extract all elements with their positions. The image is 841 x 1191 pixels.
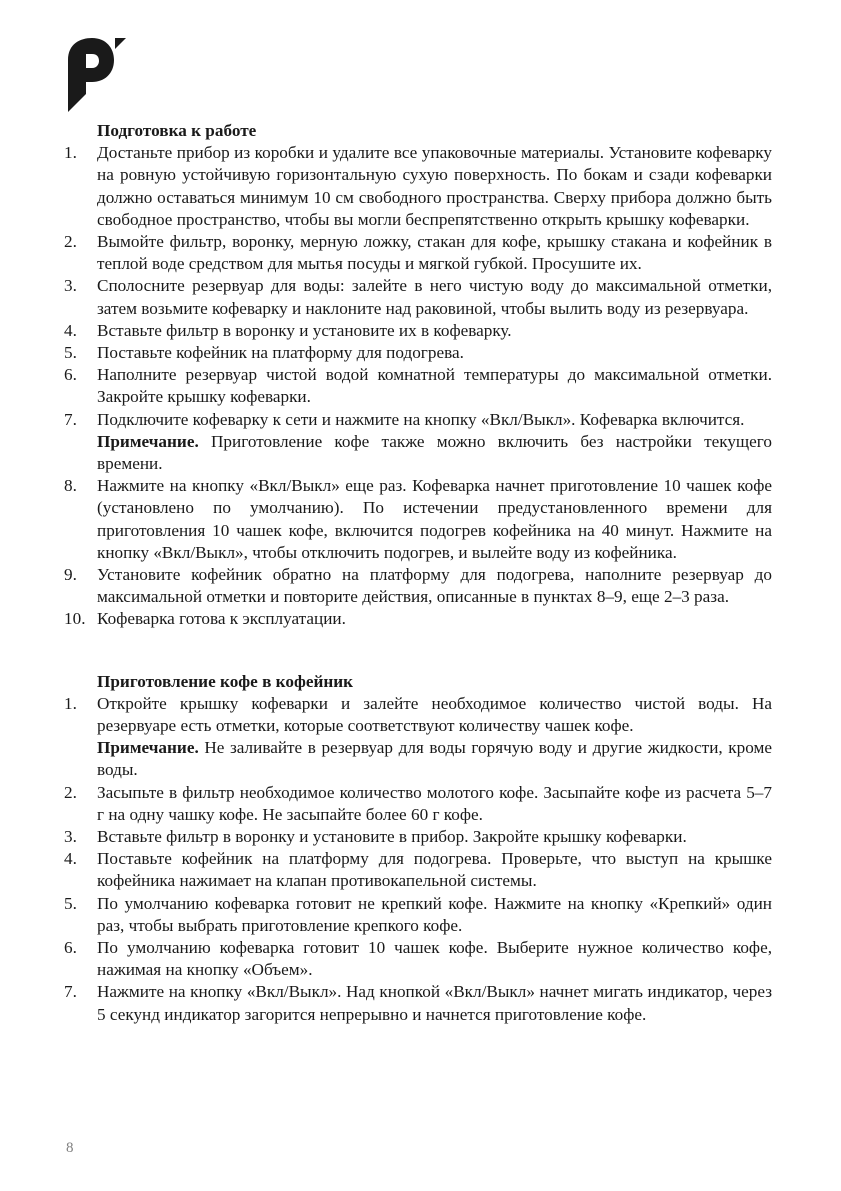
item-number: 8. [64, 476, 77, 496]
brand-p-logo-icon [66, 34, 128, 114]
item-text: Поставьте кофейник на платформу для подогрева. [97, 343, 464, 363]
list-item [64, 848, 772, 892]
item-text: Вставьте фильтр в воронку и установите их в кофеварку. [97, 320, 512, 340]
item-number: 3. [64, 276, 77, 296]
list-item [64, 893, 772, 937]
document-body [64, 120, 772, 1026]
list-item [64, 409, 772, 476]
item-text: Нажмите на кнопку «Вкл/Выкл» еще раз. Кофеварка начнет приготовление 10 чашек кофе (установлено по умолчанию). По истечении предустановленного времени для приготовления 10 чашек кофе, включится подогрев кофейника на 40 минут. Нажмите на кнопку «Вкл/Выкл», чтобы отключить подогрев, и вылейте воду из кофейника. [97, 476, 772, 562]
list-item [64, 364, 772, 408]
item-text: Достаньте прибор из коробки и удалите все упаковочные материалы. Установите кофеварку на ровную устойчивую горизонтальную сухую поверхность. По бокам и сзади кофеварки должно оставаться минимум 10 см свободного пространства. Сверху прибора должно быть свободное пространство, чтобы вы могли беспрепятственно открыть крышку кофеварки. [97, 143, 772, 229]
item-number: 7. [64, 409, 77, 429]
item-number: 10. [64, 609, 86, 629]
item-number: 2. [64, 782, 77, 802]
list-item [64, 320, 772, 342]
note [97, 737, 772, 781]
item-text: Нажмите на кнопку «Вкл/Выкл». Над кнопкой «Вкл/Выкл» начнет мигать индикатор, через 5 секунд индикатор загорится непрерывно и начнется приготовление кофе. [97, 982, 772, 1024]
item-text: Кофеварка готова к эксплуатации. [97, 609, 346, 629]
item-number: 4. [64, 849, 77, 869]
list-item [64, 275, 772, 319]
note-text: Приготовление кофе также можно включить без настройки текущего времени. [97, 431, 772, 474]
item-text: Вымойте фильтр, воронку, мерную ложку, стакан для кофе, крышку стакана и кофейник в теплой воде средством для мытья посуды и мягкой губкой. Просушите их. [97, 232, 772, 274]
item-text: По умолчанию кофеварка готовит 10 чашек кофе. Выберите нужное количество кофе, нажимая на кнопку «Объем». [97, 938, 772, 980]
item-number: 3. [64, 827, 77, 847]
list-item [64, 937, 772, 981]
item-number: 6. [64, 938, 77, 958]
item-number: 1. [64, 693, 77, 713]
list-item [64, 342, 772, 364]
item-number: 4. [64, 320, 77, 340]
item-number: 1. [64, 143, 77, 163]
item-number: 7. [64, 982, 77, 1002]
item-text: Поставьте кофейник на платформу для подогрева. Проверьте, что выступ на крышке кофейника нажимает на клапан противокапельной системы. [97, 849, 772, 891]
list-item [64, 608, 772, 630]
list-item [64, 693, 772, 782]
item-number: 6. [64, 365, 77, 385]
section-title: Приготовление кофе в кофейник [97, 671, 354, 691]
section-brewing [64, 671, 772, 1026]
list-item [64, 231, 772, 275]
note [97, 431, 772, 475]
item-number: 5. [64, 343, 77, 363]
item-text: Откройте крышку кофеварки и залейте необходимое количество чистой воды. На резервуаре есть отметки, которые соответствуют количеству чашек кофе. [97, 693, 772, 736]
page-number: 8 [66, 1140, 74, 1156]
list-item [64, 981, 772, 1025]
item-text: Подключите кофеварку к сети и нажмите на кнопку «Вкл/Выкл». Кофеварка включится. [97, 409, 745, 429]
section-title: Подготовка к работе [97, 121, 257, 140]
item-number: 2. [64, 232, 77, 251]
item-text: Сполосните резервуар для воды: залейте в него чистую воду до максимальной отметки, затем возьмите кофеварку и наклоните над раковиной, чтобы вылить воду из резервуара. [97, 276, 772, 318]
item-text: Вставьте фильтр в воронку и установите в прибор. Закройте крышку кофеварки. [97, 827, 687, 847]
item-text: Засыпьте в фильтр необходимое количество молотого кофе. Засыпайте кофе из расчета 5–7 г на одну чашку кофе. Не засыпайте более 60 г кофе. [97, 782, 772, 824]
item-text: Установите кофейник обратно на платформу для подогрева, наполните резервуар до максимальной отметки и повторите действия, описанные в пунктах 8–9, еще 2–3 раза. [97, 565, 772, 607]
note-text: Не заливайте в резервуар для воды горячую воду и другие жидкости, кроме воды. [97, 738, 772, 780]
item-number: 9. [64, 565, 77, 585]
list-item [64, 782, 772, 826]
steps-list [64, 693, 772, 1026]
section-preparation [64, 120, 772, 631]
list-item [64, 142, 772, 231]
item-text: По умолчанию кофеварка готовит не крепкий кофе. Нажмите на кнопку «Крепкий» один раз, чтобы выбрать приготовление крепкого кофе. [97, 893, 772, 935]
note-label: Примечание. [97, 431, 199, 451]
section-gap [64, 631, 772, 671]
list-item [64, 564, 772, 608]
item-number: 5. [64, 893, 77, 913]
item-text: Наполните резервуар чистой водой комнатной температуры до максимальной отметки. Закройте крышку кофеварки. [97, 365, 772, 407]
list-item [64, 475, 772, 564]
list-item [64, 826, 772, 848]
steps-list [64, 142, 772, 630]
note-label: Примечание. [97, 738, 199, 758]
